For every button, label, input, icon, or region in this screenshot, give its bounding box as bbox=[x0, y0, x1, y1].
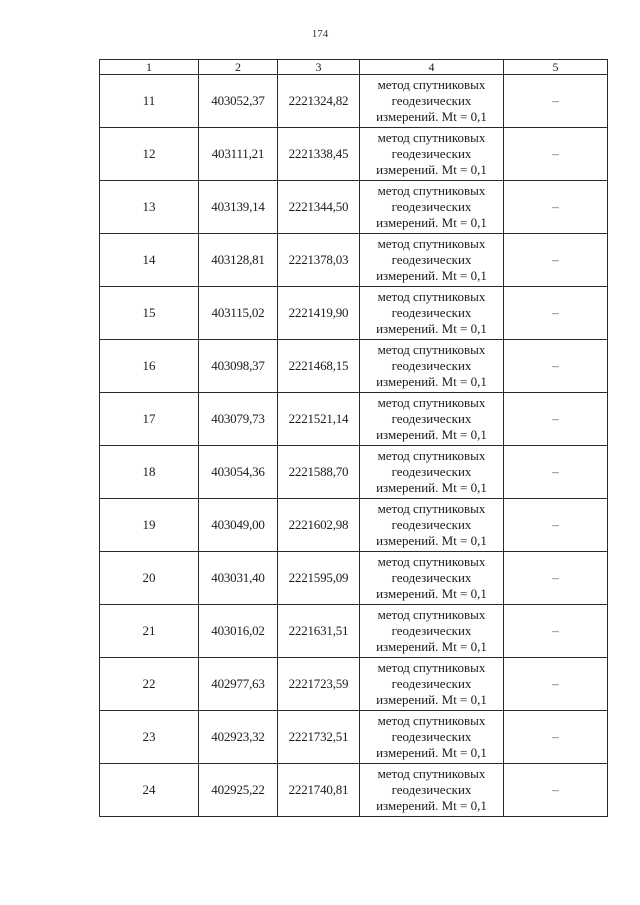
page-number: 174 bbox=[311, 28, 329, 40]
note-cell: – bbox=[504, 605, 608, 658]
header-col-1: 1 bbox=[100, 60, 199, 75]
y-coordinate-cell: 2221338,45 bbox=[278, 128, 360, 181]
table-row bbox=[100, 605, 608, 658]
point-number-cell: 17 bbox=[100, 393, 199, 446]
point-number-cell: 14 bbox=[100, 234, 199, 287]
x-coordinate-cell: 403052,37 bbox=[199, 75, 278, 128]
note-cell: – bbox=[504, 446, 608, 499]
x-coordinate-cell: 403049,00 bbox=[199, 499, 278, 552]
method-text-line: измерений. Mt = 0,1 bbox=[376, 268, 487, 283]
y-coordinate-cell: 2221732,51 bbox=[278, 711, 360, 764]
method-text-line: геодезических bbox=[391, 146, 472, 161]
header-col-4: 4 bbox=[360, 60, 504, 75]
method-text-line: метод спутниковых bbox=[377, 130, 486, 145]
method-cell bbox=[360, 181, 504, 234]
method-text-line: измерений. Mt = 0,1 bbox=[376, 109, 487, 124]
y-coordinate-cell: 2221521,14 bbox=[278, 393, 360, 446]
point-number-cell: 16 bbox=[100, 340, 199, 393]
method-text-line: измерений. Mt = 0,1 bbox=[376, 374, 487, 389]
x-coordinate-cell: 403111,21 bbox=[199, 128, 278, 181]
table-row bbox=[100, 340, 608, 393]
note-cell: – bbox=[504, 711, 608, 764]
method-text-line: геодезических bbox=[391, 517, 472, 532]
method-text-line: измерений. Mt = 0,1 bbox=[376, 692, 487, 707]
method-text-line: метод спутниковых bbox=[377, 183, 486, 198]
note-cell: – bbox=[504, 128, 608, 181]
note-cell: – bbox=[504, 764, 608, 817]
point-number-cell: 19 bbox=[100, 499, 199, 552]
y-coordinate-cell: 2221631,51 bbox=[278, 605, 360, 658]
method-text-line: метод спутниковых bbox=[377, 236, 486, 251]
x-coordinate-cell: 402923,32 bbox=[199, 711, 278, 764]
method-cell bbox=[360, 499, 504, 552]
x-coordinate-cell: 403031,40 bbox=[199, 552, 278, 605]
header-col-2: 2 bbox=[199, 60, 278, 75]
method-text-line: измерений. Mt = 0,1 bbox=[376, 321, 487, 336]
point-number-cell: 23 bbox=[100, 711, 199, 764]
x-coordinate-cell: 403139,14 bbox=[199, 181, 278, 234]
table-row bbox=[100, 287, 608, 340]
x-coordinate-cell: 403115,02 bbox=[199, 287, 278, 340]
method-text-line: метод спутниковых bbox=[377, 607, 486, 622]
method-text-line: метод спутниковых bbox=[377, 554, 486, 569]
header-col-5: 5 bbox=[504, 60, 608, 75]
coordinates-table bbox=[99, 59, 608, 817]
method-text-line: измерений. Mt = 0,1 bbox=[376, 798, 487, 813]
method-text-line: геодезических bbox=[391, 570, 472, 585]
point-number-cell: 12 bbox=[100, 128, 199, 181]
y-coordinate-cell: 2221740,81 bbox=[278, 764, 360, 817]
table-row bbox=[100, 711, 608, 764]
table-header-row bbox=[100, 60, 608, 75]
table-row bbox=[100, 75, 608, 128]
method-text-line: метод спутниковых bbox=[377, 77, 486, 92]
method-cell bbox=[360, 658, 504, 711]
point-number-cell: 20 bbox=[100, 552, 199, 605]
x-coordinate-cell: 403079,73 bbox=[199, 393, 278, 446]
x-coordinate-cell: 402925,22 bbox=[199, 764, 278, 817]
method-cell bbox=[360, 446, 504, 499]
point-number-cell: 11 bbox=[100, 75, 199, 128]
note-cell: – bbox=[504, 552, 608, 605]
point-number-cell: 15 bbox=[100, 287, 199, 340]
method-text-line: геодезических bbox=[391, 623, 472, 638]
table-row bbox=[100, 446, 608, 499]
y-coordinate-cell: 2221378,03 bbox=[278, 234, 360, 287]
method-cell bbox=[360, 128, 504, 181]
method-text-line: метод спутниковых bbox=[377, 289, 486, 304]
point-number-cell: 18 bbox=[100, 446, 199, 499]
table-row bbox=[100, 128, 608, 181]
table-row bbox=[100, 552, 608, 605]
method-cell bbox=[360, 75, 504, 128]
method-text-line: измерений. Mt = 0,1 bbox=[376, 427, 487, 442]
y-coordinate-cell: 2221723,59 bbox=[278, 658, 360, 711]
y-coordinate-cell: 2221595,09 bbox=[278, 552, 360, 605]
x-coordinate-cell: 403128,81 bbox=[199, 234, 278, 287]
y-coordinate-cell: 2221324,82 bbox=[278, 75, 360, 128]
method-text-line: геодезических bbox=[391, 199, 472, 214]
note-cell: – bbox=[504, 393, 608, 446]
method-text-line: геодезических bbox=[391, 93, 472, 108]
method-text-line: измерений. Mt = 0,1 bbox=[376, 745, 487, 760]
method-cell bbox=[360, 287, 504, 340]
x-coordinate-cell: 403016,02 bbox=[199, 605, 278, 658]
method-cell bbox=[360, 552, 504, 605]
table-row bbox=[100, 764, 608, 817]
method-text-line: метод спутниковых bbox=[377, 342, 486, 357]
point-number-cell: 24 bbox=[100, 764, 199, 817]
method-text-line: метод спутниковых bbox=[377, 448, 486, 463]
note-cell: – bbox=[504, 234, 608, 287]
note-cell: – bbox=[504, 287, 608, 340]
method-text-line: измерений. Mt = 0,1 bbox=[376, 533, 487, 548]
method-text-line: геодезических bbox=[391, 411, 472, 426]
method-text-line: геодезических bbox=[391, 252, 472, 267]
table-row bbox=[100, 234, 608, 287]
method-text-line: метод спутниковых bbox=[377, 395, 486, 410]
table-row bbox=[100, 393, 608, 446]
note-cell: – bbox=[504, 340, 608, 393]
point-number-cell: 13 bbox=[100, 181, 199, 234]
y-coordinate-cell: 2221602,98 bbox=[278, 499, 360, 552]
table-row bbox=[100, 181, 608, 234]
note-cell: – bbox=[504, 658, 608, 711]
method-text-line: метод спутниковых bbox=[377, 501, 486, 516]
method-text-line: геодезических bbox=[391, 729, 472, 744]
note-cell: – bbox=[504, 75, 608, 128]
method-text-line: метод спутниковых bbox=[377, 660, 486, 675]
method-cell bbox=[360, 340, 504, 393]
method-text-line: измерений. Mt = 0,1 bbox=[376, 162, 487, 177]
method-cell bbox=[360, 764, 504, 817]
point-number-cell: 22 bbox=[100, 658, 199, 711]
method-text-line: геодезических bbox=[391, 305, 472, 320]
note-cell: – bbox=[504, 181, 608, 234]
y-coordinate-cell: 2221344,50 bbox=[278, 181, 360, 234]
method-text-line: измерений. Mt = 0,1 bbox=[376, 586, 487, 601]
x-coordinate-cell: 402977,63 bbox=[199, 658, 278, 711]
method-text-line: измерений. Mt = 0,1 bbox=[376, 480, 487, 495]
y-coordinate-cell: 2221588,70 bbox=[278, 446, 360, 499]
method-text-line: геодезических bbox=[391, 782, 472, 797]
y-coordinate-cell: 2221468,15 bbox=[278, 340, 360, 393]
method-text-line: метод спутниковых bbox=[377, 713, 486, 728]
y-coordinate-cell: 2221419,90 bbox=[278, 287, 360, 340]
method-text-line: измерений. Mt = 0,1 bbox=[376, 215, 487, 230]
method-cell bbox=[360, 711, 504, 764]
point-number-cell: 21 bbox=[100, 605, 199, 658]
method-text-line: геодезических bbox=[391, 676, 472, 691]
method-text-line: измерений. Mt = 0,1 bbox=[376, 639, 487, 654]
header-col-3: 3 bbox=[278, 60, 360, 75]
method-cell bbox=[360, 393, 504, 446]
method-text-line: геодезических bbox=[391, 464, 472, 479]
method-cell bbox=[360, 234, 504, 287]
method-text-line: геодезических bbox=[391, 358, 472, 373]
x-coordinate-cell: 403098,37 bbox=[199, 340, 278, 393]
note-cell: – bbox=[504, 499, 608, 552]
table-row bbox=[100, 499, 608, 552]
method-text-line: метод спутниковых bbox=[377, 766, 486, 781]
table-row bbox=[100, 658, 608, 711]
method-cell bbox=[360, 605, 504, 658]
x-coordinate-cell: 403054,36 bbox=[199, 446, 278, 499]
